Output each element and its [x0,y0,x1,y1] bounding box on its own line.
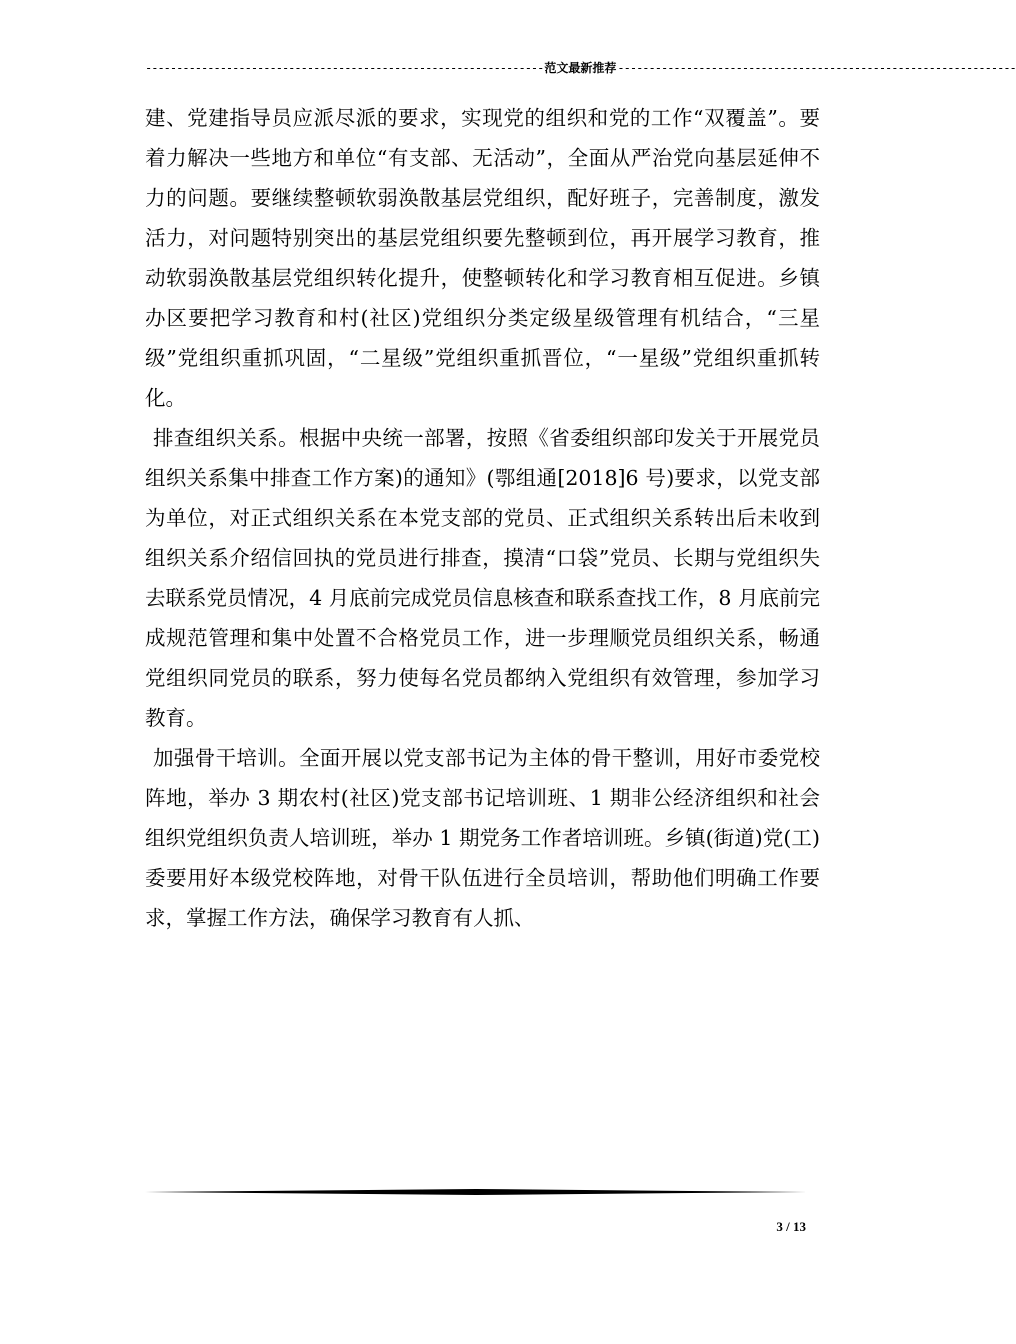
document-body [145,98,820,938]
paragraph-2: 排查组织关系。根据中央统一部署，按照《省委组织部印发关于开展党员组织关系集中排查工作方案)的通知》(鄂组通[2018]6 号)要求，以党支部为单位，对正式组织关系在本党支部的党员、正式组织关系转出后未收到组织关系介绍信回执的党员进行排查，摸清“口袋”党员、长期与党组织失去联系党员情况，4 月底前完成党员信息核查和联系查找工作，8 月底前完成规范管理和集中处置不合格党员工作，进一步理顺党员组织关系，畅通党组织同党员的联系，努力使每名党员都纳入党组织有效管理，参加学习教育。 [145,426,820,730]
page-number: 3 / 13 [776,1219,806,1234]
header-dashes-left: ---------------------------------------------------------------- [145,61,544,75]
header-dashes-right: ---------------------------------------------------------------- [617,61,1016,75]
header-title: 范文最新推荐 [544,61,617,75]
footer-rule [145,1189,807,1195]
paragraph-1: 建、党建指导员应派尽派的要求，实现党的组织和党的工作“双覆盖”。要着力解决一些地方和单位“有支部、无活动”，全面从严治党向基层延伸不力的问题。要继续整顿软弱涣散基层党组织，配好班子，完善制度，激发活力，对问题特别突出的基层党组织要先整顿到位，再开展学习教育，推动软弱涣散基层党组织转化提升，使整顿转化和学习教育相互促进。乡镇办区要把学习教育和村(社区)党组织分类定级星级管理有机结合，“三星级”党组织重抓巩固，“二星级”党组织重抓晋位，“一星级”党组织重抓转化。 [145,106,820,410]
page-header [145,58,1016,78]
paragraph-3: 加强骨干培训。全面开展以党支部书记为主体的骨干整训，用好市委党校阵地，举办 3 期农村(社区)党支部书记培训班、1 期非公经济组织和社会组织党组织负责人培训班，举办 1 期党务工作者培训班。乡镇(街道)党(工)委要用好本级党校阵地，对骨干队伍进行全员培训，帮助他们明确工作要求，掌握工作方法，确保学习教育有人抓、 [145,746,820,930]
